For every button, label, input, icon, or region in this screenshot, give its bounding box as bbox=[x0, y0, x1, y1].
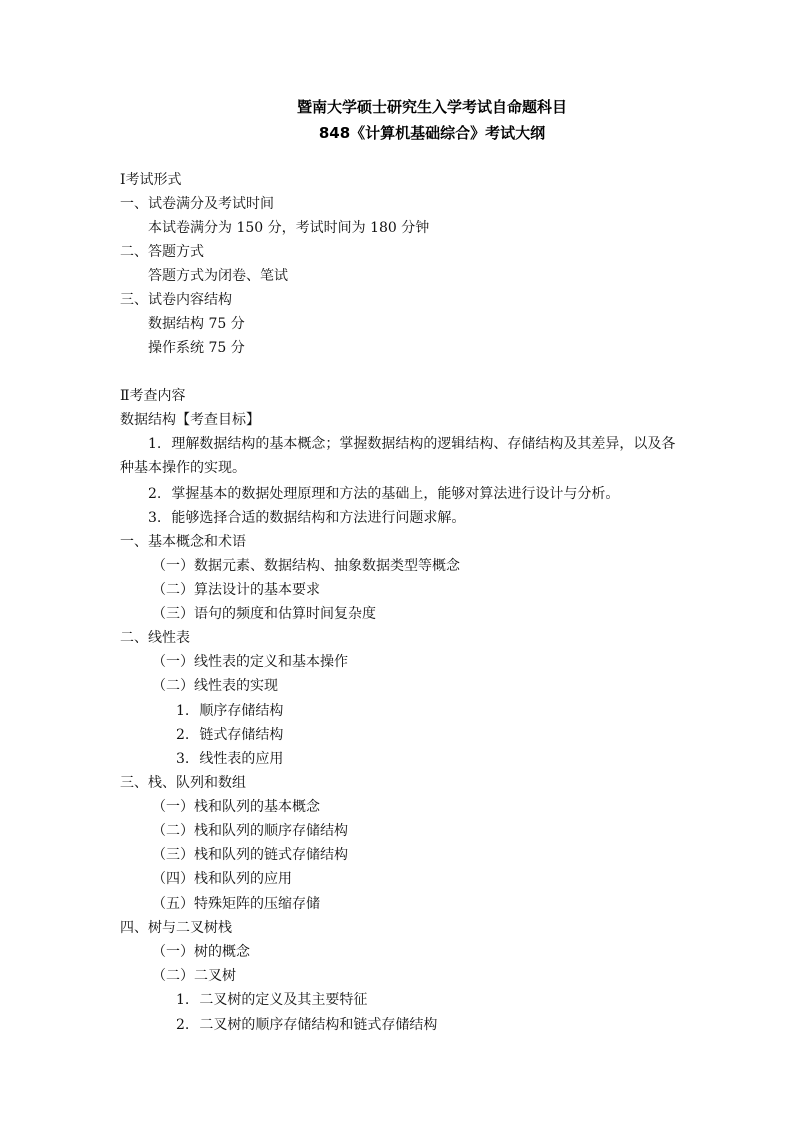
chapter-item: （二）算法设计的基本要求 bbox=[152, 582, 320, 598]
subitem-number: 2. bbox=[176, 727, 190, 743]
chapter-heading: 三、栈、队列和数组 bbox=[120, 775, 246, 791]
chapter-item: （一）栈和队列的基本概念 bbox=[152, 799, 320, 815]
subitem-text: 顺序存储结构 bbox=[199, 703, 284, 719]
subitem-number: 2. bbox=[176, 1017, 190, 1033]
section-item: 操作系统 75 分 bbox=[148, 340, 245, 356]
subitem-text: 线性表的应用 bbox=[199, 751, 284, 767]
document-title-line2: 848《计算机基础综合》考试大纲 bbox=[318, 124, 546, 142]
chapter-item: （二）二叉树 bbox=[152, 968, 236, 984]
objective-text-continued: 种基本操作的实现。 bbox=[120, 460, 246, 476]
chapter-item: （一）线性表的定义和基本操作 bbox=[152, 654, 348, 670]
subject-heading: 数据结构【考查目标】 bbox=[120, 412, 260, 428]
chapter-heading: 二、线性表 bbox=[120, 630, 190, 646]
chapter-subitem bbox=[176, 749, 283, 769]
objective-item bbox=[148, 484, 619, 504]
subitem-number: 1. bbox=[176, 703, 190, 719]
chapter-item: （四）栈和队列的应用 bbox=[152, 871, 292, 887]
part1-heading: Ⅰ考试形式 bbox=[120, 172, 182, 188]
section-item: 数据结构 75 分 bbox=[148, 316, 245, 332]
section-body: 答题方式为闭卷、笔试 bbox=[148, 268, 288, 284]
subitem-text: 链式存储结构 bbox=[199, 727, 284, 743]
objective-text: 能够选择合适的数据结构和方法进行问题求解。 bbox=[171, 510, 466, 526]
document-title-line1: 暨南大学硕士研究生入学考试自命题科目 bbox=[296, 98, 567, 116]
objective-number: 3. bbox=[148, 510, 162, 526]
chapter-item: （一）树的概念 bbox=[152, 944, 250, 960]
subitem-text: 二叉树的定义及其主要特征 bbox=[199, 992, 368, 1008]
section-heading: 二、答题方式 bbox=[120, 244, 204, 260]
chapter-item: （一）数据元素、数据结构、抽象数据类型等概念 bbox=[152, 558, 460, 574]
objective-text: 理解数据结构的基本概念；掌握数据结构的逻辑结构、存储结构及其差异，以及各 bbox=[171, 436, 676, 452]
chapter-item: （三）栈和队列的链式存储结构 bbox=[152, 847, 348, 863]
chapter-item: （三）语句的频度和估算时间复杂度 bbox=[152, 606, 376, 622]
objective-text: 掌握基本的数据处理原理和方法的基础上，能够对算法进行设计与分析。 bbox=[171, 486, 620, 502]
objective-item bbox=[148, 434, 675, 454]
chapter-heading: 一、基本概念和术语 bbox=[120, 534, 246, 550]
chapter-subitem bbox=[176, 1015, 437, 1035]
subitem-number: 3. bbox=[176, 751, 190, 767]
section-heading: 一、试卷满分及考试时间 bbox=[120, 196, 274, 212]
subitem-number: 1. bbox=[176, 992, 190, 1008]
chapter-item: （二）栈和队列的顺序存储结构 bbox=[152, 823, 348, 839]
objective-number: 2. bbox=[148, 486, 162, 502]
subitem-text: 二叉树的顺序存储结构和链式存储结构 bbox=[199, 1017, 438, 1033]
chapter-heading: 四、树与二叉树栈 bbox=[120, 920, 232, 936]
objective-number: 1. bbox=[148, 436, 162, 452]
objective-item bbox=[148, 508, 465, 528]
chapter-subitem bbox=[176, 725, 283, 745]
chapter-subitem bbox=[176, 990, 367, 1010]
chapter-item: （五）特殊矩阵的压缩存储 bbox=[152, 896, 320, 912]
section-heading: 三、试卷内容结构 bbox=[120, 292, 232, 308]
chapter-subitem bbox=[176, 701, 283, 721]
chapter-item: （二）线性表的实现 bbox=[152, 678, 278, 694]
part2-heading: Ⅱ考查内容 bbox=[120, 388, 186, 404]
section-body: 本试卷满分为 150 分，考试时间为 180 分钟 bbox=[148, 220, 430, 236]
